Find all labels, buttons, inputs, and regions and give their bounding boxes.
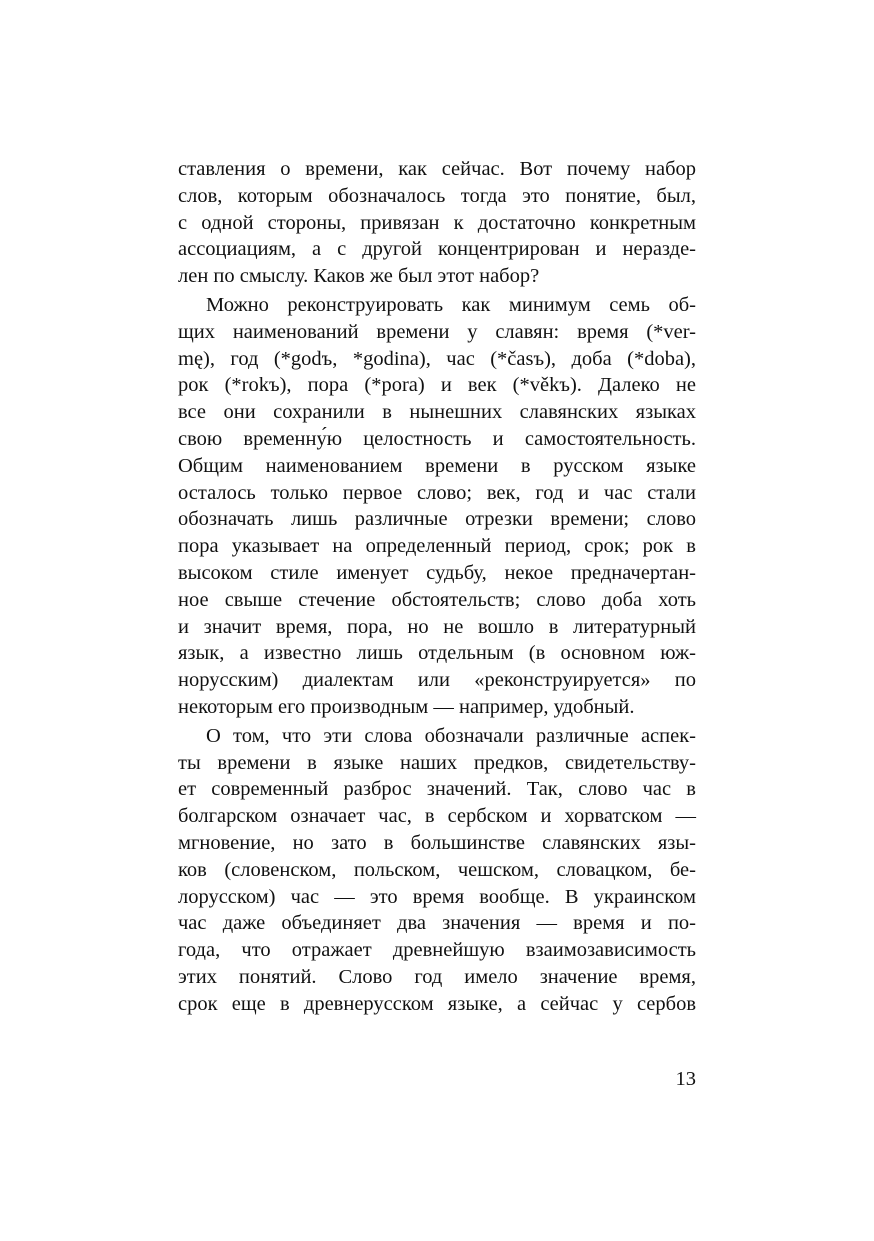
- text-line: пора указывает на определенный период, срок; рок в: [178, 535, 696, 558]
- text-line: ассоциациям, а с другой концентрирован и нераздe-: [178, 238, 696, 261]
- text-line: этих понятий. Слово год имело значение время,: [178, 965, 696, 988]
- paragraph: [178, 723, 696, 1018]
- text-line: с одной стороны, привязан к достаточно конкретным: [178, 211, 696, 234]
- text-line: язык, а известно лишь отдельным (в основном юж-: [178, 642, 696, 665]
- text-line: высоком стиле именует судьбу, некое предначертан-: [178, 561, 696, 584]
- text-line: лен по смыслу. Каков же был этот набор?: [178, 265, 540, 288]
- text-line: Общим наименованием времени в русском языке: [178, 454, 696, 477]
- text-line: осталось только первое слово; век, год и час стали: [178, 481, 696, 504]
- text-line: срок еще в древнерусском языке, а сейчас у сербов: [178, 992, 696, 1015]
- text-line: обозначать лишь различные отрезки времени; слово: [178, 508, 696, 531]
- text-line: болгарском означает час, в сербском и хорватском —: [178, 805, 696, 828]
- text-line: свою временну́ю целостность и самостоятельность.: [178, 427, 696, 450]
- text-line: О том, что эти слова обозначали различные аспек-: [206, 724, 696, 747]
- text-line: час даже объединяет два значения — время и по-: [178, 912, 696, 935]
- text-line: ков (словенском, польском, чешском, словацком, бе-: [178, 858, 696, 881]
- text-line: лорусском) час — это время вообще. В украинском: [178, 885, 696, 908]
- text-line: ставления о времени, как сейчас. Вот почему набор: [178, 158, 696, 180]
- body-text: [178, 156, 696, 1018]
- text-line: слов, которым обозначалось тогда это понятие, был,: [178, 184, 696, 207]
- text-line: щих наименований времени у славян: время (*ver-: [178, 320, 696, 343]
- text-line: норусским) диалектам или «реконструируется» по: [178, 669, 696, 692]
- text-line: Можно реконструировать как минимум семь об-: [206, 293, 696, 316]
- text-line: все они сохранили в нынешних славянских языках: [178, 401, 696, 424]
- page-number: 13: [675, 1068, 696, 1090]
- text-line: и значит время, пора, но не вошло в литературный: [178, 615, 696, 638]
- text-line: mę), год (*godъ, *godina), час (*časъ), доба (*doba),: [178, 347, 696, 370]
- text-line: мгновение, но зато в большинстве славянских язы-: [178, 831, 696, 854]
- text-line: ты времени в языке наших предков, свидетельству-: [178, 751, 696, 774]
- text-line: некоторым его производным — например, удобный.: [178, 695, 635, 718]
- paragraph: [178, 156, 696, 290]
- paragraph: [178, 292, 696, 721]
- text-line: рок (*rokъ), пора (*pora) и век (*věkъ). Далеко не: [178, 374, 696, 397]
- text-line: года, что отражает древнейшую взаимозависимость: [178, 939, 696, 962]
- text-line: ное свыше стечение обстоятельств; слово доба хоть: [178, 588, 696, 611]
- text-line: ет современный разброс значений. Так, слово час в: [178, 778, 696, 801]
